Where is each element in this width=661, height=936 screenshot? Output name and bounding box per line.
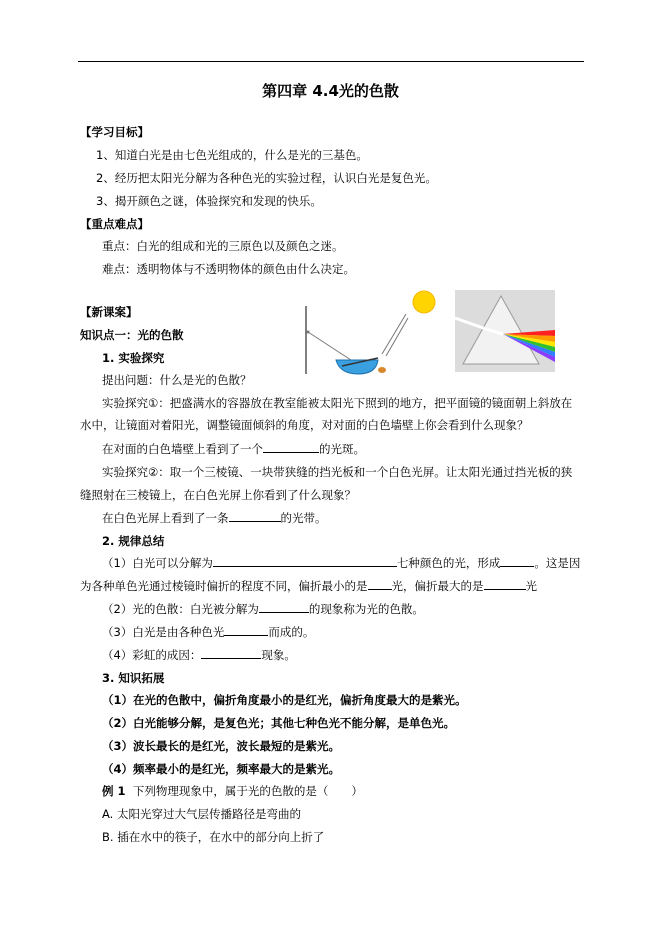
observation-1-prefix: 在对面的白色墙壁上看到了一个 bbox=[102, 442, 263, 456]
example-1 bbox=[102, 783, 363, 799]
rule-3-text-a: （3）白光是由各种色光 bbox=[102, 625, 225, 639]
rule-4-text-a: （4）彩虹的成因： bbox=[102, 648, 202, 662]
rule-1-line-2 bbox=[80, 578, 537, 594]
observation-2-suffix: 的光带。 bbox=[280, 511, 327, 525]
rule-1-text-f: 光 bbox=[525, 579, 537, 593]
observation-2 bbox=[102, 510, 327, 526]
option-a[interactable]: A. 太阳光穿过大气层传播路径是弯曲的 bbox=[102, 807, 301, 821]
rule-2-text-a: （2）光的色散：白光被分解为 bbox=[102, 602, 259, 616]
extension-1: （1）在光的色散中，偏折角度最小的是红光，偏折角度最大的是紫光。 bbox=[102, 693, 467, 707]
rule-1-text-d: 为各种单色光通过棱镜时偏折的程度不同，偏折最小的是 bbox=[80, 579, 368, 593]
experiment-1-figure bbox=[296, 288, 446, 378]
extension-2: （2）白光能够分解，是复色光；其他七种色光不能分解，是单色光。 bbox=[102, 716, 455, 730]
example-question: 下列物理现象中，属于光的色散的是（ ） bbox=[132, 784, 363, 798]
goal-item-2: 2、经历把太阳光分解为各种色光的实验过程，认识白光是复色光。 bbox=[96, 171, 437, 185]
extension-4: （4）频率最小的是红光，频率最大的是紫光。 bbox=[102, 762, 340, 776]
rule-1-line-1 bbox=[102, 555, 580, 571]
goal-item-3: 3、揭开颜色之谜，体验探究和发现的快乐。 bbox=[96, 194, 322, 208]
rule-2-text-b: 的现象称为光的色散。 bbox=[308, 602, 424, 616]
rule-4-text-b: 现象。 bbox=[261, 648, 296, 662]
example-label: 例 1 bbox=[102, 784, 126, 798]
experiment-2-line-1: 实验探究②：取一个三棱镜、一块带狭缝的挡光板和一个白色光屏。让太阳光通过挡光板的狭 bbox=[102, 465, 573, 479]
key-point: 重点：白光的组成和光的三原色以及颜色之迷。 bbox=[102, 239, 344, 253]
blank-dispersion[interactable] bbox=[259, 601, 309, 613]
rule-3-text-b: 而成的。 bbox=[268, 625, 315, 639]
section-2-title: 2. 规律总结 bbox=[102, 534, 165, 548]
rule-4 bbox=[102, 647, 296, 663]
experiment-2-line-2: 缝照射在三棱镜上，在白色光屏上你看到了什么现象？ bbox=[80, 488, 356, 502]
observation-2-prefix: 在白色光屏上看到了一条 bbox=[102, 511, 229, 525]
blank-rainbow[interactable] bbox=[201, 647, 261, 659]
rule-1-text-a: （1）白光可以分解为 bbox=[102, 556, 213, 570]
page-title: 第四章 4.4光的色散 bbox=[262, 82, 399, 100]
rule-1-text-e: 光，偏折最大的是 bbox=[391, 579, 484, 593]
goals-header: 【学习目标】 bbox=[80, 125, 149, 139]
experiment-1-line-1: 实验探究①：把盛满水的容器放在教室能被太阳光下照到的地方，把平面镜的镜面朝上斜放在 bbox=[102, 396, 573, 410]
blank-most-deflected[interactable] bbox=[484, 578, 526, 590]
knowledge-point-1: 知识点一：光的色散 bbox=[80, 328, 184, 342]
extension-3: （3）波长最长的是红光，波长最短的是紫光。 bbox=[102, 739, 340, 753]
blank-composed[interactable] bbox=[224, 624, 268, 636]
section-1-title: 1. 实验探究 bbox=[102, 351, 165, 365]
difficult-point: 难点：透明物体与不透明物体的颜色由什么决定。 bbox=[102, 262, 355, 276]
experiment-1-line-2: 水中，让镜面对着阳光，调整镜面倾斜的角度，对对面的白色墙壁上你会看到什么现象？ bbox=[80, 418, 529, 432]
rule-3 bbox=[102, 624, 314, 640]
option-b[interactable]: B. 插在水中的筷子，在水中的部分向上折了 bbox=[102, 830, 325, 844]
blank-light-band[interactable] bbox=[229, 510, 281, 522]
question-text: 提出问题：什么是光的色散？ bbox=[102, 373, 252, 387]
rule-2 bbox=[102, 601, 424, 617]
rule-1-text-c: 。这是因 bbox=[534, 556, 581, 570]
new-lesson-header: 【新课案】 bbox=[80, 305, 138, 319]
blank-seven-colors[interactable] bbox=[213, 555, 397, 567]
key-header: 【重点难点】 bbox=[80, 217, 149, 231]
prism-figure bbox=[455, 290, 555, 372]
top-rule bbox=[78, 61, 584, 62]
blank-light-spot[interactable] bbox=[263, 441, 319, 453]
observation-1 bbox=[102, 441, 365, 457]
goal-item-1: 1、知道白光是由七色光组成的，什么是光的三基色。 bbox=[96, 148, 368, 162]
rule-1-text-b: 七种颜色的光，形成 bbox=[396, 556, 501, 570]
observation-1-suffix: 的光斑。 bbox=[319, 442, 365, 456]
blank-spectrum[interactable] bbox=[500, 555, 534, 567]
blank-least-deflected[interactable] bbox=[368, 578, 392, 590]
section-3-title: 3. 知识拓展 bbox=[102, 671, 165, 685]
